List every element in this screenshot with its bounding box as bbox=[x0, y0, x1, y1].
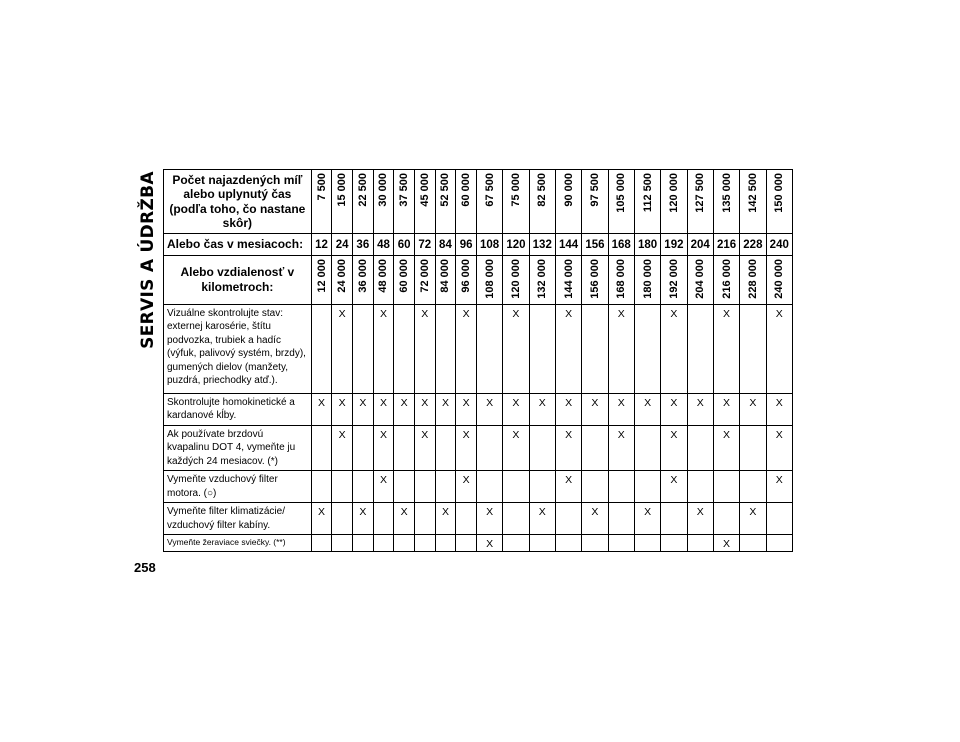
service-mark: X bbox=[456, 425, 477, 471]
service-mark: X bbox=[608, 425, 634, 471]
miles-interval bbox=[373, 170, 394, 234]
service-mark bbox=[766, 503, 792, 535]
service-mark: X bbox=[740, 503, 766, 535]
miles-interval-label: 135 000 bbox=[720, 173, 733, 213]
service-mark bbox=[311, 471, 332, 503]
service-mark bbox=[582, 535, 608, 551]
service-mark: X bbox=[529, 503, 555, 535]
service-mark: X bbox=[394, 503, 415, 535]
service-mark bbox=[435, 471, 456, 503]
service-mark bbox=[713, 471, 739, 503]
service-mark: X bbox=[311, 503, 332, 535]
service-mark: X bbox=[332, 393, 353, 425]
miles-interval bbox=[435, 170, 456, 234]
km-interval-label: 108 000 bbox=[483, 259, 496, 299]
months-interval: 132 bbox=[529, 234, 555, 256]
service-mark bbox=[608, 503, 634, 535]
service-description: Vizuálne skontrolujte stav: externej karosérie, štítu podvozka, trubiek a hadíc (výfuk, palivový systém, brzdy), gumených dielov (manžety, puzdrá, priechodky atď.). bbox=[164, 304, 312, 393]
service-mark: X bbox=[555, 425, 581, 471]
km-interval bbox=[713, 256, 739, 305]
km-interval bbox=[353, 256, 374, 305]
service-mark bbox=[661, 503, 687, 535]
service-mark: X bbox=[687, 503, 713, 535]
service-mark bbox=[332, 471, 353, 503]
km-interval-label: 60 000 bbox=[398, 259, 411, 293]
km-interval-label: 192 000 bbox=[667, 259, 680, 299]
service-mark bbox=[713, 503, 739, 535]
months-interval: 60 bbox=[394, 234, 415, 256]
service-mark: X bbox=[713, 304, 739, 393]
service-mark: X bbox=[456, 393, 477, 425]
km-interval-label: 144 000 bbox=[562, 259, 575, 299]
miles-interval bbox=[661, 170, 687, 234]
miles-interval-label: 52 500 bbox=[439, 173, 452, 207]
service-mark bbox=[435, 304, 456, 393]
months-interval: 216 bbox=[713, 234, 739, 256]
months-header: Alebo čas v mesiacoch: bbox=[164, 234, 312, 256]
km-interval bbox=[435, 256, 456, 305]
km-interval-label: 48 000 bbox=[377, 259, 390, 293]
km-interval bbox=[414, 256, 435, 305]
km-interval bbox=[476, 256, 502, 305]
miles-interval-label: 142 500 bbox=[746, 173, 759, 213]
service-mark: X bbox=[766, 425, 792, 471]
service-mark: X bbox=[394, 393, 415, 425]
km-interval bbox=[332, 256, 353, 305]
service-mark bbox=[311, 304, 332, 393]
months-interval: 84 bbox=[435, 234, 456, 256]
months-interval: 48 bbox=[373, 234, 394, 256]
service-mark: X bbox=[740, 393, 766, 425]
km-interval bbox=[311, 256, 332, 305]
service-description: Ak používate brzdovú kvapalinu DOT 4, vymeňte ju každých 24 mesiacov. (*) bbox=[164, 425, 312, 471]
months-interval: 36 bbox=[353, 234, 374, 256]
service-mark: X bbox=[713, 425, 739, 471]
months-interval: 12 bbox=[311, 234, 332, 256]
service-mark: X bbox=[353, 503, 374, 535]
km-interval-label: 132 000 bbox=[536, 259, 549, 299]
section-title-text: SERVIS A ÚDRŽBA bbox=[138, 171, 158, 349]
km-interval-label: 168 000 bbox=[615, 259, 628, 299]
service-mark bbox=[687, 425, 713, 471]
page-number: 258 bbox=[134, 560, 156, 575]
miles-interval-label: 90 000 bbox=[562, 173, 575, 207]
miles-interval-label: 37 500 bbox=[398, 173, 411, 207]
service-mark bbox=[661, 535, 687, 551]
service-mark bbox=[435, 425, 456, 471]
service-mark bbox=[608, 535, 634, 551]
km-interval bbox=[456, 256, 477, 305]
service-mark: X bbox=[687, 393, 713, 425]
service-mark bbox=[687, 471, 713, 503]
service-mark bbox=[582, 304, 608, 393]
service-mark bbox=[529, 535, 555, 551]
km-interval bbox=[555, 256, 581, 305]
service-mark: X bbox=[332, 304, 353, 393]
service-mark: X bbox=[456, 471, 477, 503]
service-mark: X bbox=[661, 471, 687, 503]
service-mark bbox=[582, 471, 608, 503]
service-mark bbox=[456, 503, 477, 535]
km-interval-label: 216 000 bbox=[720, 259, 733, 299]
service-mark bbox=[353, 471, 374, 503]
km-interval bbox=[766, 256, 792, 305]
service-mark bbox=[529, 304, 555, 393]
miles-interval bbox=[414, 170, 435, 234]
months-row bbox=[164, 234, 793, 256]
km-interval bbox=[529, 256, 555, 305]
months-interval: 120 bbox=[503, 234, 529, 256]
months-interval: 72 bbox=[414, 234, 435, 256]
service-mark: X bbox=[766, 471, 792, 503]
miles-interval-label: 150 000 bbox=[773, 173, 786, 213]
km-interval bbox=[634, 256, 660, 305]
service-mark: X bbox=[476, 535, 502, 551]
months-interval: 240 bbox=[766, 234, 792, 256]
km-interval-label: 84 000 bbox=[439, 259, 452, 293]
service-mark: X bbox=[414, 393, 435, 425]
service-mark: X bbox=[353, 393, 374, 425]
service-mark bbox=[529, 425, 555, 471]
months-interval: 108 bbox=[476, 234, 502, 256]
service-mark: X bbox=[503, 393, 529, 425]
service-mark bbox=[456, 535, 477, 551]
service-mark: X bbox=[608, 304, 634, 393]
miles-interval-label: 120 000 bbox=[667, 173, 680, 213]
service-mark: X bbox=[503, 304, 529, 393]
service-mark bbox=[353, 535, 374, 551]
miles-interval-label: 82 500 bbox=[536, 173, 549, 207]
service-mark bbox=[394, 304, 415, 393]
miles-interval bbox=[353, 170, 374, 234]
months-interval: 144 bbox=[555, 234, 581, 256]
service-mark bbox=[353, 425, 374, 471]
miles-interval bbox=[311, 170, 332, 234]
service-mark bbox=[394, 425, 415, 471]
miles-interval-label: 112 500 bbox=[641, 173, 654, 213]
service-mark bbox=[414, 535, 435, 551]
service-description: Vymeňte vzduchový filter motora. (○) bbox=[164, 471, 312, 503]
service-mark: X bbox=[713, 535, 739, 551]
service-mark bbox=[555, 503, 581, 535]
miles-interval bbox=[456, 170, 477, 234]
service-mark bbox=[414, 503, 435, 535]
service-mark bbox=[634, 471, 660, 503]
service-mark bbox=[740, 471, 766, 503]
service-mark: X bbox=[373, 393, 394, 425]
service-mark bbox=[414, 471, 435, 503]
miles-header: Počet najazdených míľ alebo uplynutý čas (podľa toho, čo nastane skôr) bbox=[164, 170, 312, 234]
service-mark: X bbox=[634, 503, 660, 535]
km-interval-label: 180 000 bbox=[641, 259, 654, 299]
service-mark: X bbox=[608, 393, 634, 425]
service-mark bbox=[687, 535, 713, 551]
miles-interval bbox=[634, 170, 660, 234]
service-mark bbox=[476, 425, 502, 471]
service-description: Vymeňte žeraviace sviečky. (**) bbox=[164, 535, 312, 551]
service-mark: X bbox=[311, 393, 332, 425]
service-mark: X bbox=[555, 304, 581, 393]
service-mark: X bbox=[582, 393, 608, 425]
service-mark: X bbox=[766, 304, 792, 393]
service-mark bbox=[766, 535, 792, 551]
miles-header-row bbox=[164, 170, 793, 234]
km-interval-label: 156 000 bbox=[588, 259, 601, 299]
months-interval: 228 bbox=[740, 234, 766, 256]
service-mark: X bbox=[661, 393, 687, 425]
miles-interval bbox=[394, 170, 415, 234]
service-mark: X bbox=[373, 425, 394, 471]
miles-interval bbox=[555, 170, 581, 234]
service-mark bbox=[634, 425, 660, 471]
service-mark: X bbox=[435, 503, 456, 535]
service-mark bbox=[687, 304, 713, 393]
km-interval bbox=[608, 256, 634, 305]
miles-interval bbox=[740, 170, 766, 234]
km-interval bbox=[373, 256, 394, 305]
miles-interval bbox=[503, 170, 529, 234]
service-mark bbox=[373, 535, 394, 551]
km-interval-label: 24 000 bbox=[336, 259, 349, 293]
schedule-row bbox=[164, 393, 793, 425]
service-mark: X bbox=[435, 393, 456, 425]
miles-interval-label: 97 500 bbox=[588, 173, 601, 207]
service-mark bbox=[373, 503, 394, 535]
service-mark bbox=[394, 471, 415, 503]
km-interval bbox=[582, 256, 608, 305]
service-mark bbox=[634, 304, 660, 393]
km-interval-label: 204 000 bbox=[694, 259, 707, 299]
months-interval: 192 bbox=[661, 234, 687, 256]
schedule-row bbox=[164, 503, 793, 535]
months-interval: 180 bbox=[634, 234, 660, 256]
service-mark: X bbox=[766, 393, 792, 425]
service-mark: X bbox=[661, 304, 687, 393]
service-mark: X bbox=[661, 425, 687, 471]
miles-interval bbox=[529, 170, 555, 234]
miles-interval-label: 30 000 bbox=[377, 173, 390, 207]
maintenance-schedule-table bbox=[163, 169, 793, 552]
service-mark: X bbox=[529, 393, 555, 425]
schedule-row bbox=[164, 425, 793, 471]
km-header-row bbox=[164, 256, 793, 305]
service-mark bbox=[503, 535, 529, 551]
service-mark: X bbox=[414, 304, 435, 393]
service-mark bbox=[740, 425, 766, 471]
service-mark bbox=[332, 535, 353, 551]
service-mark: X bbox=[373, 471, 394, 503]
service-mark bbox=[311, 425, 332, 471]
miles-interval-label: 67 500 bbox=[483, 173, 496, 207]
service-mark bbox=[634, 535, 660, 551]
service-mark bbox=[529, 471, 555, 503]
service-mark bbox=[608, 471, 634, 503]
service-mark bbox=[476, 471, 502, 503]
miles-interval-label: 45 000 bbox=[418, 173, 431, 207]
km-interval-label: 240 000 bbox=[773, 259, 786, 299]
miles-interval bbox=[332, 170, 353, 234]
miles-interval bbox=[608, 170, 634, 234]
km-interval-label: 96 000 bbox=[460, 259, 473, 293]
service-mark: X bbox=[332, 425, 353, 471]
miles-interval-label: 22 500 bbox=[356, 173, 369, 207]
km-interval bbox=[687, 256, 713, 305]
km-interval bbox=[740, 256, 766, 305]
service-mark: X bbox=[555, 393, 581, 425]
service-mark bbox=[740, 535, 766, 551]
service-mark bbox=[503, 503, 529, 535]
km-interval-label: 12 000 bbox=[315, 259, 328, 293]
service-mark bbox=[582, 425, 608, 471]
service-mark: X bbox=[456, 304, 477, 393]
service-mark: X bbox=[503, 425, 529, 471]
service-mark: X bbox=[713, 393, 739, 425]
miles-interval bbox=[582, 170, 608, 234]
months-interval: 24 bbox=[332, 234, 353, 256]
service-mark bbox=[503, 471, 529, 503]
months-interval: 204 bbox=[687, 234, 713, 256]
service-description: Vymeňte filter klimatizácie/ vzduchový filter kabíny. bbox=[164, 503, 312, 535]
service-mark bbox=[394, 535, 415, 551]
service-mark bbox=[332, 503, 353, 535]
miles-interval-label: 7 500 bbox=[315, 173, 328, 201]
km-interval-label: 120 000 bbox=[509, 259, 522, 299]
miles-interval-label: 105 000 bbox=[615, 173, 628, 213]
km-interval-label: 228 000 bbox=[746, 259, 759, 299]
km-interval bbox=[394, 256, 415, 305]
months-interval: 96 bbox=[456, 234, 477, 256]
km-header: Alebo vzdialenosť v kilometroch: bbox=[164, 256, 312, 305]
months-interval: 156 bbox=[582, 234, 608, 256]
service-mark: X bbox=[555, 471, 581, 503]
km-interval-label: 72 000 bbox=[418, 259, 431, 293]
service-mark: X bbox=[476, 503, 502, 535]
service-mark: X bbox=[582, 503, 608, 535]
miles-interval-label: 60 000 bbox=[460, 173, 473, 207]
service-mark: X bbox=[476, 393, 502, 425]
miles-interval-label: 127 500 bbox=[694, 173, 707, 213]
miles-interval bbox=[687, 170, 713, 234]
km-interval bbox=[503, 256, 529, 305]
months-interval: 168 bbox=[608, 234, 634, 256]
service-mark: X bbox=[373, 304, 394, 393]
miles-interval bbox=[476, 170, 502, 234]
service-mark bbox=[435, 535, 456, 551]
miles-interval-label: 15 000 bbox=[336, 173, 349, 207]
miles-interval bbox=[766, 170, 792, 234]
schedule-row bbox=[164, 535, 793, 551]
km-interval-label: 36 000 bbox=[356, 259, 369, 293]
service-mark: X bbox=[634, 393, 660, 425]
service-mark bbox=[740, 304, 766, 393]
service-mark: X bbox=[414, 425, 435, 471]
service-mark bbox=[555, 535, 581, 551]
km-interval bbox=[661, 256, 687, 305]
miles-interval-label: 75 000 bbox=[509, 173, 522, 207]
service-mark bbox=[311, 535, 332, 551]
service-mark bbox=[476, 304, 502, 393]
schedule-row bbox=[164, 471, 793, 503]
schedule-row bbox=[164, 304, 793, 393]
miles-interval bbox=[713, 170, 739, 234]
service-mark bbox=[353, 304, 374, 393]
service-description: Skontrolujte homokinetické a kardanové kĺby. bbox=[164, 393, 312, 425]
